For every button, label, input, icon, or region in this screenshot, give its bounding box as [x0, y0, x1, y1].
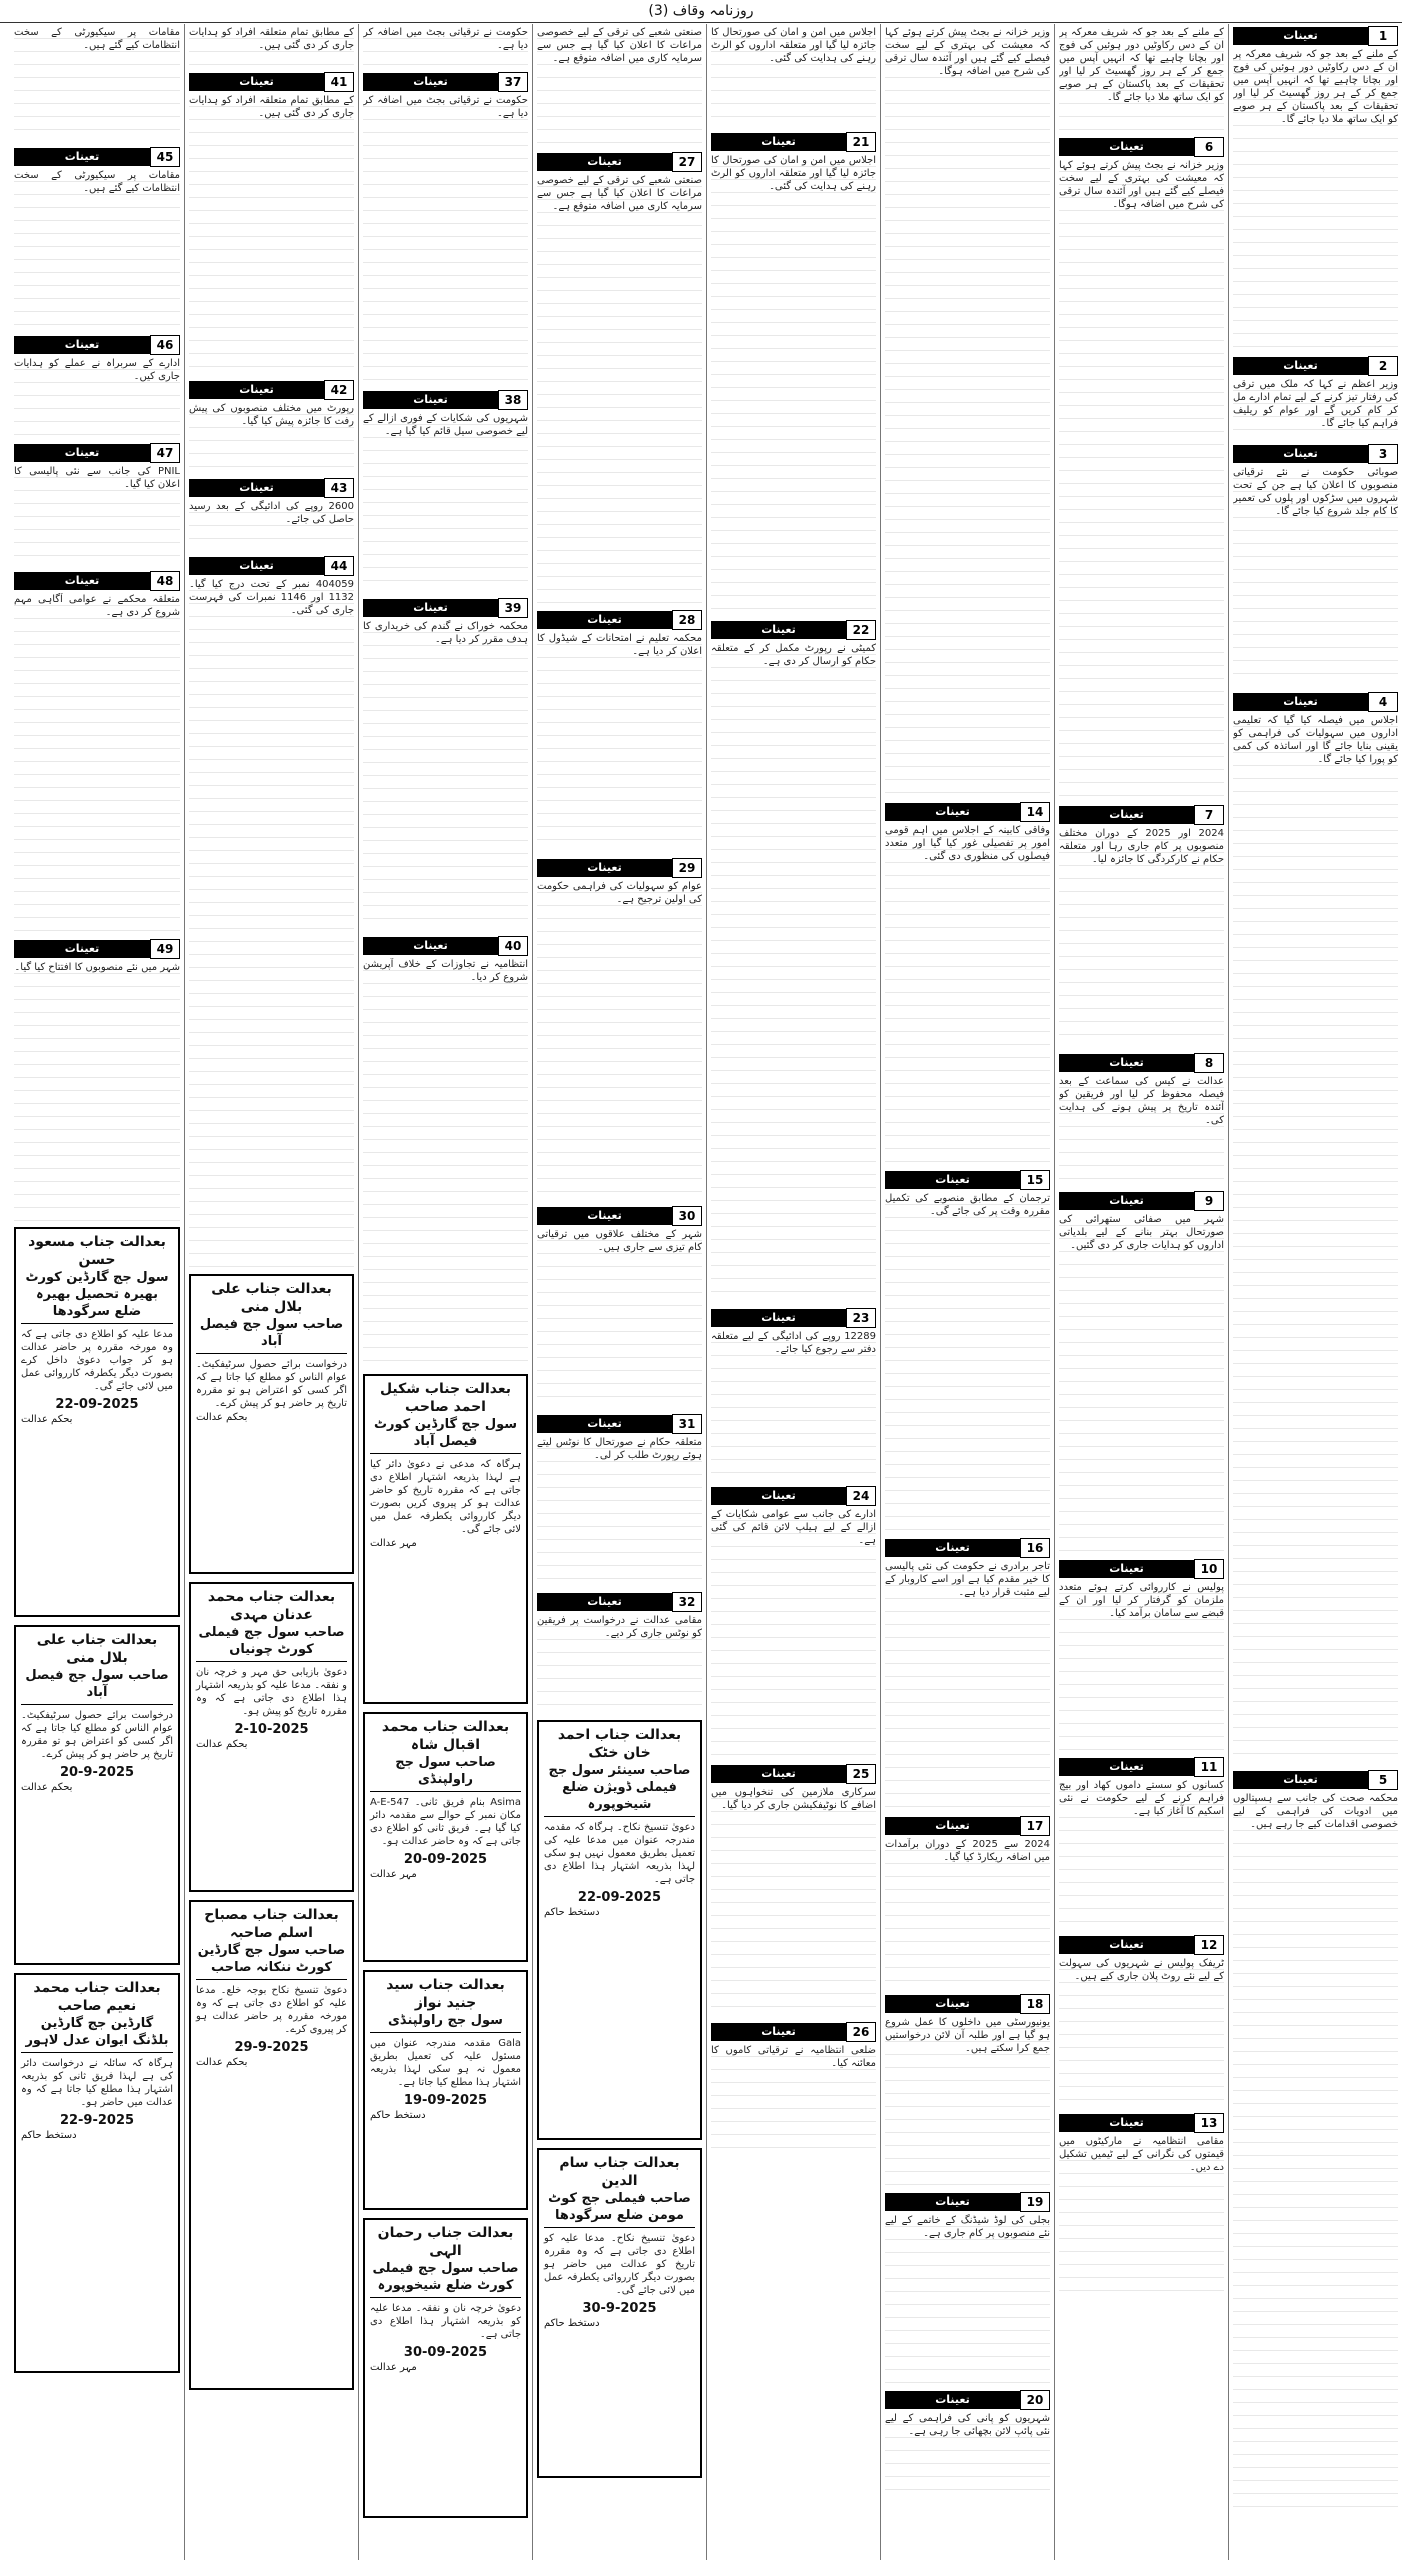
notice-date: 2-10-2025	[234, 1722, 309, 1737]
ad-text: 12289 روپے کی ادائیگی کے لیے متعلقہ دفتر سے رجوع کیا جائے۔	[711, 1330, 876, 1480]
ad-text: وزیر خزانہ نے بجٹ پیش کرتے ہوئے کہا کہ معیشت کی بہتری کے لیے سخت فیصلے کیے گئے ہیں اور آئندہ سال ترقی کی شرح میں اضافہ ہوگا۔	[1059, 159, 1224, 799]
ad-number: 22	[846, 620, 876, 640]
ad-number: 17	[1020, 1816, 1050, 1836]
ad-item-38	[363, 390, 528, 592]
ad-item-32	[537, 1592, 702, 1714]
ad-tag: تعینات	[1233, 445, 1368, 463]
ad-text: شہر میں صفائی ستھرائی کی صورتحال بہتر بنانے کے لیے بلدیاتی اداروں کو ہدایات جاری کر دی گئیں۔	[1059, 1213, 1224, 1553]
ad-item-8	[1059, 1053, 1224, 1185]
ad-item-col3-top	[885, 26, 1050, 796]
ad-text: اجلاس میں امن و امان کی صورتحال کا جائزہ لیا گیا اور متعلقہ اداروں کو الرٹ رہنے کی ہدایت کی گئی۔	[711, 26, 876, 126]
ad-text: شہر میں نئے منصوبوں کا افتتاح کیا گیا۔	[14, 961, 180, 1221]
notice-body: ہرگاہ کہ مدعی نے دعویٰ دائر کیا ہے لہذا بذریعہ اشتہار اطلاع دی جاتی ہے کہ مقررہ تاریخ کو حاضر عدالت ہو کر پیروی کریں بصورت دیگر کارروائی یکطرفہ عمل میں لائی جائے گی۔	[370, 1459, 521, 1535]
ad-number: 29	[672, 858, 702, 878]
ad-item-46	[14, 335, 180, 437]
ad-tag: تعینات	[1059, 1054, 1194, 1072]
notice-sign: بحکم عدالت	[196, 2057, 248, 2068]
ad-number: 11	[1194, 1757, 1224, 1777]
ad-item-40	[363, 936, 528, 1368]
notice-court: بعدالت جناب سید جنید نواز	[386, 1977, 505, 2011]
ad-number: 9	[1194, 1191, 1224, 1211]
ad-item-6	[1059, 137, 1224, 799]
ad-tag: تعینات	[14, 148, 150, 166]
ad-text: شہریوں کی شکایات کے فوری ازالے کے لیے خصوصی سیل قائم کیا گیا ہے۔	[363, 412, 528, 592]
ad-number: 7	[1194, 805, 1224, 825]
ad-number: 49	[150, 939, 180, 959]
ad-text: شہر کے مختلف علاقوں میں ترقیاتی کام تیزی سے جاری ہیں۔	[537, 1228, 702, 1408]
ad-item-20	[885, 2390, 1050, 2492]
notice-judge: سول جج گارڈین کورٹ بھیرہ تحصیل بھیرہ ضلع سرگودھا	[21, 1269, 173, 1324]
notice-sign: دستخط حاکم	[21, 2130, 77, 2141]
notice-court: بعدالت جناب سام الدین	[559, 2155, 680, 2189]
notice-court: بعدالت جناب محمد عدنان مہدی	[207, 1589, 336, 1623]
ad-number: 31	[672, 1414, 702, 1434]
column-4	[706, 24, 880, 2560]
ad-item-18	[885, 1994, 1050, 2186]
ad-number: 25	[846, 1764, 876, 1784]
ad-text: یونیورسٹی میں داخلوں کا عمل شروع ہو گیا ہے اور طلبہ آن لائن درخواستیں جمع کرا سکتے ہیں۔	[885, 2016, 1050, 2186]
ad-tag: تعینات	[537, 859, 672, 877]
ad-text: ادارے کے سربراہ نے عملے کو ہدایات جاری کیں۔	[14, 357, 180, 437]
ad-number: 43	[324, 478, 354, 498]
court-notice	[363, 1712, 528, 1962]
notice-sign: مہر عدالت	[370, 2362, 417, 2373]
ad-item-25	[711, 1764, 876, 2016]
ad-text: عوام کو سہولیات کی فراہمی حکومت کی اولین ترجیح ہے۔	[537, 880, 702, 1200]
ad-item-15	[885, 1170, 1050, 1532]
ad-text: حکومت نے ترقیاتی بجٹ میں اضافہ کر دیا ہے۔	[363, 26, 528, 66]
ad-item-3	[1233, 444, 1398, 686]
ad-number: 40	[498, 936, 528, 956]
ad-number: 20	[1020, 2390, 1050, 2410]
ad-item-16	[885, 1538, 1050, 1810]
notice-judge: گارڈین جج گارڈین بلڈنگ ایوان عدل لاہور	[21, 2015, 173, 2053]
ad-text: صوبائی حکومت نے نئے ترقیاتی منصوبوں کا اعلان کیا ہے جن کے تحت شہروں میں سڑکوں اور پلوں کی تعمیر کا کام جلد شروع کیا جائے گا۔	[1233, 466, 1398, 686]
ad-text: وزیر اعظم نے کہا کہ ملک میں ترقی کی رفتار تیز کرنے کے لیے تمام ادارے مل کر کام کریں گے اور عوام کو ریلیف فراہم کیا جائے گا۔	[1233, 378, 1398, 438]
ad-tag: تعینات	[189, 73, 324, 91]
ad-number: 24	[846, 1486, 876, 1506]
ad-text: رپورٹ میں مختلف منصوبوں کی پیش رفت کا جائزہ پیش کیا گیا۔	[189, 402, 354, 472]
ad-text: عدالت نے کیس کی سماعت کے بعد فیصلہ محفوظ کر لیا اور فریقین کو آئندہ تاریخ پر پیش ہونے کی ہدایت کی۔	[1059, 1075, 1224, 1185]
ad-tag: تعینات	[363, 937, 498, 955]
notice-body: دعویٰ خرچہ نان و نفقہ۔ مدعا علیہ کو بذریعہ اشتہار ہذا اطلاع دی جاتی ہے۔	[370, 2303, 521, 2340]
notice-court: بعدالت جناب محمد اقبال شاہ	[381, 1719, 510, 1753]
court-notice	[14, 1625, 180, 1965]
ad-number: 32	[672, 1592, 702, 1612]
ad-text: حکومت نے ترقیاتی بجٹ میں اضافہ کر دیا ہے۔	[363, 94, 528, 384]
ad-tag: تعینات	[14, 336, 150, 354]
ad-tag: تعینات	[189, 557, 324, 575]
notice-court: بعدالت جناب محمد نعیم صاحب	[33, 1980, 161, 2014]
column-8	[10, 24, 184, 2560]
notice-sign: بحکم عدالت	[196, 1739, 248, 1750]
ad-tag: تعینات	[711, 621, 846, 639]
ad-item-28	[537, 610, 702, 852]
notice-judge: سول جج راولپنڈی	[370, 2012, 521, 2033]
ad-tag: تعینات	[537, 1415, 672, 1433]
notice-court: بعدالت جناب رحمان الہی	[377, 2225, 514, 2259]
notice-date: 20-9-2025	[59, 1765, 135, 1780]
ad-text: PNIL کی جانب سے نئی پالیسی کا اعلان کیا گیا۔	[14, 465, 180, 565]
ad-tag: تعینات	[189, 381, 324, 399]
court-notice	[189, 1582, 354, 1892]
ad-number: 46	[150, 335, 180, 355]
notice-court: بعدالت جناب شکیل احمد صاحب	[379, 1381, 512, 1415]
notice-judge: صاحب سول جج فیملی کورٹ ضلع شیخوپورہ	[370, 2260, 521, 2298]
ad-text: کسانوں کو سستے داموں کھاد اور بیج فراہم کرنے کے لیے حکومت نے نئی اسکیم کا آغاز کیا ہے۔	[1059, 1779, 1224, 1929]
ad-text: وفاقی کابینہ کے اجلاس میں اہم قومی امور پر تفصیلی غور کیا گیا اور متعدد فیصلوں کی منظوری دی گئی۔	[885, 824, 1050, 1164]
notice-court: بعدالت جناب علی بلال منی	[211, 1281, 332, 1315]
column-3	[880, 24, 1054, 2560]
ad-tag: تعینات	[1059, 138, 1194, 156]
notice-sign: بحکم عدالت	[21, 1414, 73, 1425]
ad-text: پولیس نے کارروائی کرتے ہوئے متعدد ملزمان کو گرفتار کر لیا اور ان کے قبضے سے سامان برآمد کیا۔	[1059, 1581, 1224, 1751]
ad-text: مقامی انتظامیہ نے مارکیٹوں میں قیمتوں کی نگرانی کے لیے ٹیمیں تشکیل دے دیں۔	[1059, 2135, 1224, 2295]
ad-item-43	[189, 478, 354, 550]
ad-number: 2	[1368, 356, 1398, 376]
notice-sign: بحکم عدالت	[196, 1412, 248, 1423]
notice-judge: سول جج گارڈین کورٹ فیصل آباد	[370, 1416, 521, 1454]
ad-item-41	[189, 72, 354, 374]
ad-number: 21	[846, 132, 876, 152]
notice-court: بعدالت جناب مسعود حسن	[28, 1234, 166, 1268]
ad-item-14	[885, 802, 1050, 1164]
notice-body: ہرگاہ کہ سائلہ نے درخواست دائر کی ہے لہذا فریق ثانی کو بذریعہ اشتہار ہذا مطلع کیا جاتا ہے کہ وہ عدالت میں حاضر ہو۔	[21, 2058, 173, 2108]
ad-item-7	[1059, 805, 1224, 1047]
ad-text: 2024 اور 2025 کے دوران مختلف منصوبوں پر کام جاری رہا اور متعلقہ حکام نے کارکردگی کا جائزہ لیا۔	[1059, 827, 1224, 1047]
ad-text: کے مطابق تمام متعلقہ افراد کو ہدایات جاری کر دی گئی ہیں۔	[189, 26, 354, 66]
ad-item-39	[363, 598, 528, 930]
ad-item-37	[363, 72, 528, 384]
ad-number: 12	[1194, 1935, 1224, 1955]
header-title: روزنامہ وقاف (3)	[648, 3, 754, 19]
notice-date: 20-09-2025	[403, 1852, 488, 1867]
ad-item-47	[14, 443, 180, 565]
ad-text: انتظامیہ نے تجاوزات کے خلاف آپریشن شروع کر دیا۔	[363, 958, 528, 1368]
notice-judge: صاحب سول جج راولپنڈی	[370, 1754, 521, 1792]
notice-date: 29-9-2025	[234, 2040, 309, 2055]
ad-item-48	[14, 571, 180, 933]
ad-number: 14	[1020, 802, 1050, 822]
notice-sign: دستخط حاکم	[544, 2318, 600, 2329]
ad-text: کے ملنے کے بعد جو کہ شریف معرکہ پر ان کے دس رکاوٹیں دور ہوئیں کی فوج اور بچانا چاہیے تھا کہ انہیں آپس میں جمع کر کے ہر روز گھسیٹ کر لیا اور تحقیقات کے بعد پاکستان کے ہر صوبے کو ایک ساتھ ملا دیا جائے گا۔	[1233, 48, 1398, 350]
ad-tag: تعینات	[189, 479, 324, 497]
ad-text: تاجر برادری نے حکومت کی نئی پالیسی کا خیر مقدم کیا ہے اور اسے کاروبار کے لیے مثبت قرار دیا ہے۔	[885, 1560, 1050, 1810]
ad-number: 1	[1368, 26, 1398, 46]
ad-number: 28	[672, 610, 702, 630]
ad-tag: تعینات	[885, 1539, 1020, 1557]
ad-number: 23	[846, 1308, 876, 1328]
ad-number: 47	[150, 443, 180, 463]
ad-number: 48	[150, 571, 180, 591]
court-notice	[363, 1374, 528, 1704]
court-notice	[363, 2218, 528, 2518]
ad-tag: تعینات	[885, 2391, 1020, 2409]
court-notice	[189, 1900, 354, 2390]
ad-number: 38	[498, 390, 528, 410]
ad-text: شہریوں کو پانی کی فراہمی کے لیے نئی پائپ لائن بچھائی جا رہی ہے۔	[885, 2412, 1050, 2492]
ad-tag: تعینات	[537, 611, 672, 629]
ad-text: متعلقہ محکمے نے عوامی آگاہی مہم شروع کر دی ہے۔	[14, 593, 180, 933]
ad-text: اجلاس میں امن و امان کی صورتحال کا جائزہ لیا گیا اور متعلقہ اداروں کو الرٹ رہنے کی ہدایت کی گئی۔	[711, 154, 876, 614]
ad-text: بجلی کی لوڈ شیڈنگ کے خاتمے کے لیے نئے منصوبوں پر کام جاری ہے۔	[885, 2214, 1050, 2384]
ad-number: 16	[1020, 1538, 1050, 1558]
ad-item-31	[537, 1414, 702, 1586]
ad-number: 41	[324, 72, 354, 92]
ad-text: متعلقہ حکام نے صورتحال کا نوٹس لیتے ہوئے رپورٹ طلب کر لی۔	[537, 1436, 702, 1586]
notice-body: Gala مقدمہ مندرجہ عنوان میں مسئول علیہ کی تعمیل بطریق معمول نہ ہو سکی لہذا بذریعہ اشتہار ہذا مطلع کیا جاتا ہے۔	[370, 2038, 521, 2088]
ad-item-13	[1059, 2113, 1224, 2295]
ad-item-5	[1233, 1770, 1398, 2512]
column-6	[358, 24, 532, 2560]
notice-sign: مہر عدالت	[370, 1538, 417, 1549]
ad-item-23	[711, 1308, 876, 1480]
ad-item-6-top	[1059, 26, 1224, 131]
court-notice	[189, 1274, 354, 1574]
ad-item-col8-top	[14, 26, 180, 141]
notice-date: 22-09-2025	[55, 1397, 139, 1412]
ad-item-49	[14, 939, 180, 1221]
ad-item-col4-top	[711, 26, 876, 126]
notice-judge: صاحب سول جج گارڈین کورٹ ننکانہ صاحب	[196, 1942, 347, 1980]
ad-tag: تعینات	[1233, 27, 1368, 45]
notice-court: بعدالت جناب احمد خان خٹک	[557, 1727, 682, 1761]
column-7	[184, 24, 358, 2560]
ad-item-2	[1233, 356, 1398, 438]
ad-tag: تعینات	[14, 444, 150, 462]
ad-text: ٹریفک پولیس نے شہریوں کی سہولت کے لیے نئے روٹ پلان جاری کیے ہیں۔	[1059, 1957, 1224, 2107]
ad-item-24	[711, 1486, 876, 1758]
ad-number: 30	[672, 1206, 702, 1226]
court-notice	[14, 1227, 180, 1617]
ad-number: 42	[324, 380, 354, 400]
ad-item-11	[1059, 1757, 1224, 1929]
notice-body: درخواست برائے حصول سرٹیفکیٹ۔ عوام الناس کو مطلع کیا جاتا ہے کہ اگر کسی کو اعتراض ہو تو مقررہ تاریخ پر حاضر ہو کر پیش کرے۔	[196, 1359, 347, 1409]
ad-text: کے ملنے کے بعد جو کہ شریف معرکہ پر ان کے دس رکاوٹیں دور ہوئیں کی فوج اور بچانا چاہیے تھا کہ انہیں آپس میں جمع کر کے ہر روز گھسیٹ کر لیا اور تحقیقات کے بعد پاکستان کے ہر صوبے کو ایک ساتھ ملا دیا جائے گا۔	[1059, 26, 1224, 131]
notice-judge: صاحب سینئر سول جج فیملی ڈویژن ضلع شیخوپورہ	[544, 1762, 695, 1817]
ad-tag: تعینات	[1059, 1758, 1194, 1776]
notice-date: 19-09-2025	[403, 2093, 488, 2108]
notice-court: بعدالت جناب علی بلال منی	[36, 1632, 158, 1666]
ad-text: ادارے کی جانب سے عوامی شکایات کے ازالے کے لیے ہیلپ لائن قائم کی گئی ہے۔	[711, 1508, 876, 1758]
notice-judge: صاحب سول جج فیصل آباد	[196, 1316, 347, 1354]
ad-item-10	[1059, 1559, 1224, 1751]
ad-item-1	[1233, 26, 1398, 350]
ad-number: 10	[1194, 1559, 1224, 1579]
ad-tag: تعینات	[363, 73, 498, 91]
ad-text: 404059 نمبر کے تحت درج کیا گیا۔ 1132 اور 1146 نمبرات کی فہرست جاری کی گئی۔	[189, 578, 354, 1268]
ad-text: صنعتی شعبے کی ترقی کے لیے خصوصی مراعات کا اعلان کیا گیا ہے جس سے سرمایہ کاری میں اضافہ متوقع ہے۔	[537, 26, 702, 146]
notice-date: 22-09-2025	[577, 1890, 662, 1905]
ad-tag: تعینات	[885, 1817, 1020, 1835]
ad-item-42	[189, 380, 354, 472]
ad-text: کے مطابق تمام متعلقہ افراد کو ہدایات جاری کر دی گئی ہیں۔	[189, 94, 354, 374]
ad-tag: تعینات	[363, 599, 498, 617]
ad-tag: تعینات	[1233, 1771, 1368, 1789]
ad-number: 8	[1194, 1053, 1224, 1073]
column-2	[1054, 24, 1228, 2560]
ad-tag: تعینات	[537, 1207, 672, 1225]
ad-text: 2024 سے 2025 کے دوران برآمدات میں اضافہ ریکارڈ کیا گیا۔	[885, 1838, 1050, 1988]
ad-item-17	[885, 1816, 1050, 1988]
ad-item-4	[1233, 692, 1398, 1764]
ad-number: 3	[1368, 444, 1398, 464]
ad-text: مقامات پر سیکیورٹی کے سخت انتظامات کیے گئے ہیں۔	[14, 26, 180, 141]
notice-sign: مہر عدالت	[370, 1869, 417, 1880]
ad-item-26	[711, 2022, 876, 2154]
ad-item-27	[537, 152, 702, 604]
notice-sign: دستخط حاکم	[544, 1907, 600, 1918]
court-notice	[537, 2148, 702, 2478]
ad-tag: تعینات	[711, 1309, 846, 1327]
ad-number: 5	[1368, 1770, 1398, 1790]
ad-number: 6	[1194, 137, 1224, 157]
ad-tag: تعینات	[885, 1171, 1020, 1189]
ad-tag: تعینات	[1059, 1192, 1194, 1210]
ad-tag: تعینات	[1059, 1560, 1194, 1578]
ad-item-12	[1059, 1935, 1224, 2107]
ad-tag: تعینات	[14, 940, 150, 958]
ad-tag: تعینات	[537, 1593, 672, 1611]
ad-tag: تعینات	[363, 391, 498, 409]
newspaper-page	[0, 24, 1402, 2560]
ad-number: 19	[1020, 2192, 1050, 2212]
ad-tag: تعینات	[711, 1487, 846, 1505]
notice-judge: صاحب سول جج فیملی کورٹ چونیاں	[196, 1624, 347, 1662]
court-notice	[363, 1970, 528, 2210]
ad-number: 15	[1020, 1170, 1050, 1190]
ad-tag: تعینات	[711, 133, 846, 151]
ad-text: کمیٹی نے رپورٹ مکمل کر کے متعلقہ حکام کو ارسال کر دی ہے۔	[711, 642, 876, 1302]
notice-body: دعویٰ بازیابی حق مہر و خرچہ نان و نفقہ۔ مدعا علیہ کو بذریعہ اشتہار ہذا اطلاع دی جاتی ہے کہ وہ مقررہ تاریخ کو پیش ہو۔	[196, 1667, 347, 1717]
ad-text: مقامات پر سیکیورٹی کے سخت انتظامات کیے گئے ہیں۔	[14, 169, 180, 329]
ad-item-29	[537, 858, 702, 1200]
ad-number: 13	[1194, 2113, 1224, 2133]
page-header	[0, 0, 1402, 23]
ad-tag: تعینات	[1059, 806, 1194, 824]
ad-tag: تعینات	[1059, 1936, 1194, 1954]
notice-court: بعدالت جناب مصباح اسلم صاحبہ	[204, 1907, 339, 1941]
ad-tag: تعینات	[885, 2193, 1020, 2211]
ad-number: 4	[1368, 692, 1398, 712]
notice-date: 30-09-2025	[403, 2345, 488, 2360]
ad-tag: تعینات	[537, 153, 672, 171]
ad-tag: تعینات	[711, 1765, 846, 1783]
ad-item-col5-top	[537, 26, 702, 146]
ad-text: وزیر خزانہ نے بجٹ پیش کرتے ہوئے کہا کہ معیشت کی بہتری کے لیے سخت فیصلے کیے گئے ہیں اور آئندہ سال ترقی کی شرح میں اضافہ ہوگا۔	[885, 26, 1050, 796]
ad-text: محکمہ تعلیم نے امتحانات کے شیڈول کا اعلان کر دیا ہے۔	[537, 632, 702, 852]
notice-body: دعویٰ تنسیخ نکاح بوجہ خلع۔ مدعا علیہ کو اطلاع دی جاتی ہے کہ وہ مورخہ مقررہ پر حاضر عدالت ہو کر پیروی کرے۔	[196, 1985, 347, 2035]
ad-item-44	[189, 556, 354, 1268]
notice-body: دعویٰ تنسیخ نکاح۔ ہرگاہ کہ مقدمہ مندرجہ عنوان میں مدعا علیہ کی تعمیل بطریق معمول نہیں ہو سکی لہذا بذریعہ اشتہار ہذا اطلاع دی جاتی ہے۔	[544, 1822, 695, 1885]
ad-item-col6-top	[363, 26, 528, 66]
ad-text: سرکاری ملازمین کی تنخواہوں میں اضافے کا نوٹیفکیشن جاری کر دیا گیا۔	[711, 1786, 876, 2016]
court-notice	[14, 1973, 180, 2373]
ad-text: صنعتی شعبے کی ترقی کے لیے خصوصی مراعات کا اعلان کیا گیا ہے جس سے سرمایہ کاری میں اضافہ متوقع ہے۔	[537, 174, 702, 604]
ad-text: محکمہ خوراک نے گندم کی خریداری کا ہدف مقرر کر دیا ہے۔	[363, 620, 528, 930]
notice-judge: صاحب سول جج فیصل آباد	[21, 1667, 173, 1705]
ad-tag: تعینات	[1233, 357, 1368, 375]
ad-item-22	[711, 620, 876, 1302]
column-1	[1228, 24, 1402, 2560]
notice-body: Asima بنام فریق ثانی۔ 547-A-E مکان نمبر کے حوالے سے مقدمہ دائر کیا گیا ہے۔ فریق ثانی کو اطلاع دی جاتی ہے کہ وہ حاضر عدالت ہو۔	[370, 1797, 521, 1847]
notice-body: درخواست برائے حصول سرٹیفکیٹ۔ عوام الناس کو مطلع کیا جاتا ہے کہ اگر کسی کو اعتراض ہو تو مقررہ تاریخ پر حاضر ہو کر پیش کرے۔	[21, 1710, 173, 1760]
ad-tag: تعینات	[14, 572, 150, 590]
ad-item-col7-top	[189, 26, 354, 66]
ad-number: 45	[150, 147, 180, 167]
notice-sign: بحکم عدالت	[21, 1782, 73, 1793]
ad-tag: تعینات	[885, 803, 1020, 821]
court-notice	[537, 1720, 702, 2140]
ad-item-30	[537, 1206, 702, 1408]
ad-tag: تعینات	[1059, 2114, 1194, 2132]
column-5	[532, 24, 706, 2560]
notice-date: 22-9-2025	[59, 2113, 135, 2128]
ad-tag: تعینات	[1233, 693, 1368, 711]
ad-item-45	[14, 147, 180, 329]
notice-sign: دستخط حاکم	[370, 2110, 426, 2121]
ad-number: 27	[672, 152, 702, 172]
ad-text: مقامی عدالت نے درخواست پر فریقین کو نوٹس جاری کر دیے۔	[537, 1614, 702, 1714]
ad-number: 44	[324, 556, 354, 576]
ad-text: اجلاس میں فیصلہ کیا گیا کہ تعلیمی اداروں میں سہولیات کی فراہمی کو یقینی بنایا جائے گا اور اساتذہ کی کمی کو پورا کیا جائے گا۔	[1233, 714, 1398, 1764]
notice-date: 30-9-2025	[582, 2301, 657, 2316]
ad-tag: تعینات	[885, 1995, 1020, 2013]
ad-text: ترجمان کے مطابق منصوبے کی تکمیل مقررہ وقت پر کی جائے گی۔	[885, 1192, 1050, 1532]
ad-item-21	[711, 132, 876, 614]
ad-number: 26	[846, 2022, 876, 2042]
ad-number: 39	[498, 598, 528, 618]
ad-text: ضلعی انتظامیہ نے ترقیاتی کاموں کا معائنہ کیا۔	[711, 2044, 876, 2154]
ad-text: 2600 روپے کی ادائیگی کے بعد رسید حاصل کی جائے۔	[189, 500, 354, 550]
ad-item-9	[1059, 1191, 1224, 1553]
ad-text: محکمہ صحت کی جانب سے ہسپتالوں میں ادویات کی فراہمی کے لیے خصوصی اقدامات کیے جا رہے ہیں۔	[1233, 1792, 1398, 2512]
notice-judge: صاحب فیملی جج کوٹ مومن ضلع سرگودھا	[544, 2190, 695, 2228]
ad-item-19	[885, 2192, 1050, 2384]
ad-number: 37	[498, 72, 528, 92]
ad-number: 18	[1020, 1994, 1050, 2014]
notice-body: دعویٰ تنسیخ نکاح۔ مدعا علیہ کو اطلاع دی جاتی ہے کہ وہ مقررہ تاریخ کو عدالت میں حاضر ہو بصورت دیگر کارروائی یکطرفہ عمل میں لائی جائے گی۔	[544, 2233, 695, 2296]
notice-body: مدعا علیہ کو اطلاع دی جاتی ہے کہ وہ مورخہ مقررہ پر حاضر عدالت ہو کر جواب دعویٰ داخل کرے بصورت دیگر یکطرفہ کارروائی عمل میں لائی جائے گی۔	[21, 1329, 173, 1392]
ad-tag: تعینات	[711, 2023, 846, 2041]
